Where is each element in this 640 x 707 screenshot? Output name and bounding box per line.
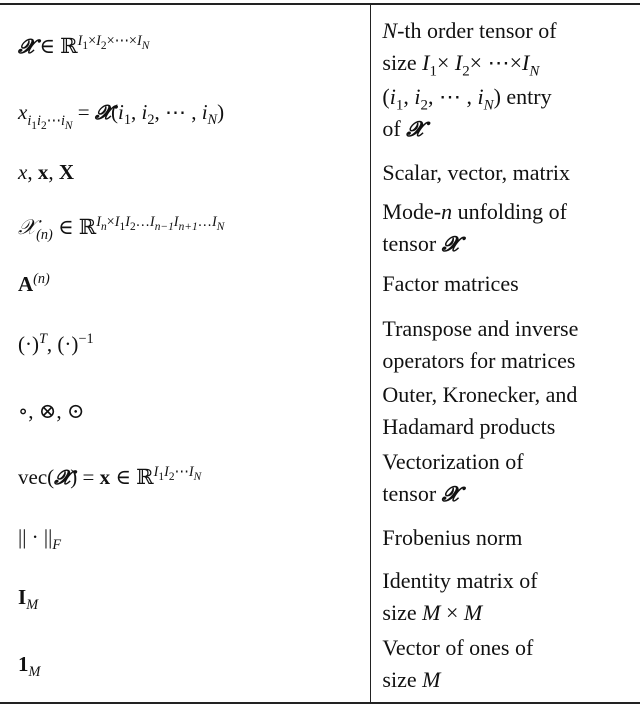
math-symbol: M: [422, 600, 441, 625]
math-symbol: ): [217, 100, 225, 125]
math-symbol: I: [77, 33, 83, 49]
math-symbol: Vectorization of: [382, 448, 524, 474]
subscript: [420, 97, 427, 113]
subscript: [142, 40, 150, 52]
math-symbol: M: [28, 663, 41, 680]
table-row: [0, 313, 640, 376]
math-symbol: x: [99, 465, 111, 489]
description-line: [382, 345, 640, 377]
math-symbol: 2: [420, 97, 428, 114]
table-row: [0, 255, 640, 313]
math-symbol: tensor: [382, 480, 442, 506]
math-symbol: ×: [440, 600, 464, 625]
math-symbol: I: [96, 33, 101, 49]
description-cell: [369, 268, 640, 300]
math-symbol: 2: [147, 112, 155, 129]
notation-cell: [0, 332, 369, 357]
math-symbol: A: [18, 271, 34, 296]
math-symbol: 2: [129, 220, 136, 233]
math-symbol: ,: [403, 84, 415, 109]
math-symbol: 1: [31, 119, 37, 132]
math-symbol: ∈ ℝ: [110, 465, 154, 489]
math-symbol: (n): [36, 227, 53, 244]
math-symbol: N: [141, 39, 150, 52]
math-symbol: , (·): [46, 332, 79, 356]
notation-cell: [0, 100, 369, 132]
math-symbol: 𝓧: [406, 116, 424, 141]
superscript: [77, 33, 150, 52]
math-symbol: I: [188, 464, 194, 480]
notation-cell: [0, 34, 369, 59]
math-symbol: ⋯: [46, 112, 61, 129]
math-symbol: 1: [429, 62, 437, 79]
math-symbol: 2: [462, 62, 470, 79]
math-symbol: (: [110, 100, 118, 125]
math-symbol: ×: [436, 49, 455, 75]
table-row: [0, 509, 640, 566]
subscript: [179, 221, 198, 233]
math-symbol: …: [135, 214, 150, 230]
table-row: [0, 376, 640, 446]
math-symbol: 𝒳: [18, 215, 37, 239]
math-symbol: M: [26, 596, 39, 613]
math-symbol: , ⋯ ,: [427, 84, 478, 109]
math-symbol: ×: [88, 33, 97, 49]
math-symbol: M: [422, 667, 441, 692]
description-line: [382, 446, 640, 478]
description-line: [382, 81, 640, 113]
math-symbol: 1: [158, 470, 165, 483]
math-symbol: i: [141, 100, 148, 125]
math-symbol: i: [389, 84, 396, 109]
subscript: [124, 113, 131, 129]
superscript: [39, 331, 47, 347]
math-symbol: I: [173, 214, 179, 230]
math-symbol: i: [414, 84, 421, 109]
superscript: [153, 464, 202, 483]
math-symbol: i: [201, 100, 208, 125]
math-symbol: size: [382, 600, 423, 625]
notation-cell: [0, 465, 369, 490]
superscript: [78, 331, 93, 347]
math-symbol: Outer, Kronecker, and: [382, 382, 578, 407]
table-row: [0, 200, 640, 255]
math-symbol: size: [382, 667, 423, 692]
math-symbol: n+1: [178, 220, 198, 233]
description-line: [382, 268, 640, 300]
math-symbol: operators for matrices: [382, 347, 576, 373]
math-symbol: N: [483, 97, 494, 114]
description-line: [382, 47, 640, 79]
math-symbol: Hadamard products: [382, 414, 556, 439]
math-symbol: ∈ ℝ: [34, 34, 78, 58]
subscript: [65, 120, 73, 132]
subscript: [217, 221, 225, 233]
math-symbol: , ⋯ ,: [154, 100, 202, 125]
description-cell: [369, 632, 640, 696]
math-symbol: ) =: [70, 465, 100, 489]
math-symbol: I: [136, 33, 142, 49]
table-row: [0, 566, 640, 628]
math-symbol: N: [64, 119, 73, 132]
math-symbol: ) entry: [493, 84, 552, 109]
subscript: [26, 597, 38, 613]
subscript: [36, 227, 53, 243]
notation-table: [0, 12, 640, 700]
description-cell: [369, 81, 640, 145]
notation-cell: [0, 272, 369, 297]
math-symbol: n−1: [154, 220, 174, 233]
table-row: [0, 628, 640, 700]
math-symbol: i: [60, 112, 65, 129]
description-line: [382, 313, 640, 345]
description-line: [382, 15, 640, 47]
superscript: [96, 214, 225, 233]
math-symbol: ⋯: [174, 464, 189, 480]
math-symbol: n: [441, 198, 453, 224]
math-symbol: 𝓧: [441, 480, 459, 506]
description-line: [382, 522, 640, 554]
math-symbol: =: [72, 100, 95, 125]
description-line: [382, 597, 640, 629]
math-symbol: I: [164, 464, 169, 480]
math-symbol: i: [27, 112, 32, 129]
math-symbol: i: [477, 84, 484, 109]
math-symbol: N: [529, 62, 540, 79]
math-symbol: ,: [27, 160, 38, 184]
math-symbol: ∘, ⊗, ⊙: [18, 398, 85, 423]
superscript: [33, 271, 50, 287]
description-line: [382, 664, 640, 696]
description-line: [382, 228, 640, 260]
table-row: [0, 145, 640, 200]
math-symbol: 1: [395, 97, 404, 114]
math-symbol: I: [125, 214, 130, 230]
math-symbol: 2: [40, 119, 47, 132]
table-row: [0, 81, 640, 145]
math-symbol: I: [211, 214, 217, 230]
subscript: [484, 97, 494, 113]
subscript: [155, 221, 174, 233]
math-symbol: −1: [78, 331, 94, 347]
math-symbol: of: [382, 116, 407, 141]
notation-cell: [0, 399, 369, 424]
table-row: [0, 12, 640, 81]
math-symbol: I: [96, 214, 101, 230]
math-symbol: ×⋯×: [106, 33, 137, 49]
math-symbol: tensor: [382, 230, 442, 256]
description-line: [382, 478, 640, 510]
description-line: [382, 157, 640, 189]
math-symbol: I: [18, 584, 27, 609]
description-cell: [369, 157, 640, 189]
math-symbol: N: [382, 17, 398, 43]
math-symbol: 1: [18, 651, 29, 676]
math-symbol: 2: [100, 39, 107, 52]
math-symbol: 1: [82, 39, 89, 52]
description-line: [382, 196, 640, 228]
math-symbol: -th order tensor of: [397, 17, 557, 43]
math-symbol: ×: [106, 214, 115, 230]
math-symbol: || · ||: [18, 525, 53, 549]
notation-cell: [0, 525, 369, 554]
math-symbol: 1: [119, 220, 126, 233]
math-symbol: Transpose and inverse: [382, 315, 579, 341]
math-symbol: i: [37, 112, 41, 129]
math-symbol: x: [37, 160, 49, 184]
math-symbol: N: [216, 220, 225, 233]
subscript: [208, 113, 218, 129]
math-symbol: T: [38, 331, 47, 347]
description-line: [382, 379, 640, 411]
math-symbol: ,: [48, 160, 59, 184]
math-symbol: size: [382, 49, 423, 75]
math-symbol: I: [114, 214, 120, 230]
description-cell: [369, 196, 640, 260]
math-symbol: Scalar, vector, matrix: [382, 159, 571, 185]
notation-cell: [0, 214, 369, 244]
description-cell: [369, 446, 640, 510]
description-cell: [369, 565, 640, 629]
math-symbol: I: [422, 49, 430, 75]
math-symbol: N: [193, 470, 202, 483]
description-line: [382, 411, 640, 443]
description-cell: [369, 313, 640, 377]
math-symbol: Factor matrices: [382, 271, 519, 296]
math-symbol: unfolding of: [452, 198, 567, 224]
subscript: [194, 471, 202, 483]
math-symbol: ,: [130, 100, 142, 125]
math-symbol: × ⋯×: [469, 49, 522, 75]
math-symbol: Frobenius norm: [382, 524, 523, 550]
math-symbol: 1: [123, 112, 131, 129]
description-cell: [369, 522, 640, 554]
math-symbol: vec(: [18, 465, 55, 489]
description-line: [382, 632, 640, 664]
math-symbol: ∈ ℝ: [52, 215, 97, 239]
math-symbol: 2: [168, 470, 175, 483]
math-symbol: F: [52, 537, 62, 554]
notation-cell: [0, 584, 369, 613]
subscript: [29, 664, 41, 680]
subscript: [429, 63, 436, 79]
subscript: [52, 537, 61, 553]
math-symbol: I: [454, 49, 463, 75]
notation-cell: [0, 651, 369, 680]
description-cell: [369, 15, 640, 79]
math-symbol: M: [463, 600, 483, 625]
math-symbol: Identity matrix of: [382, 568, 538, 593]
math-symbol: 𝓧: [441, 230, 459, 256]
notation-cell: [0, 160, 369, 185]
math-symbol: x: [18, 100, 28, 125]
math-symbol: …: [197, 214, 212, 230]
math-symbol: I: [153, 464, 159, 480]
description-line: [382, 565, 640, 597]
subscript: [529, 63, 539, 79]
math-symbol: X: [58, 160, 74, 184]
math-symbol: I: [149, 214, 155, 230]
math-symbol: n: [100, 220, 107, 233]
math-symbol: I: [522, 49, 530, 75]
math-symbol: 𝓧: [54, 465, 71, 489]
math-symbol: (·): [18, 332, 39, 356]
math-symbol: 𝓧: [94, 100, 111, 125]
description-line: [382, 113, 640, 145]
math-symbol: x: [18, 160, 28, 184]
top-rule: [0, 3, 640, 5]
math-symbol: 𝓧: [18, 34, 35, 58]
subscript: [27, 112, 73, 132]
math-symbol: i: [117, 100, 124, 125]
math-symbol: (: [382, 84, 390, 109]
math-symbol: N: [207, 112, 218, 129]
bottom-rule: [0, 702, 640, 704]
math-symbol: Mode-: [382, 198, 442, 224]
math-symbol: Vector of ones of: [382, 635, 534, 660]
table-row: [0, 446, 640, 509]
math-symbol: (n): [33, 270, 50, 287]
subscript: [462, 63, 469, 79]
description-cell: [369, 379, 640, 443]
